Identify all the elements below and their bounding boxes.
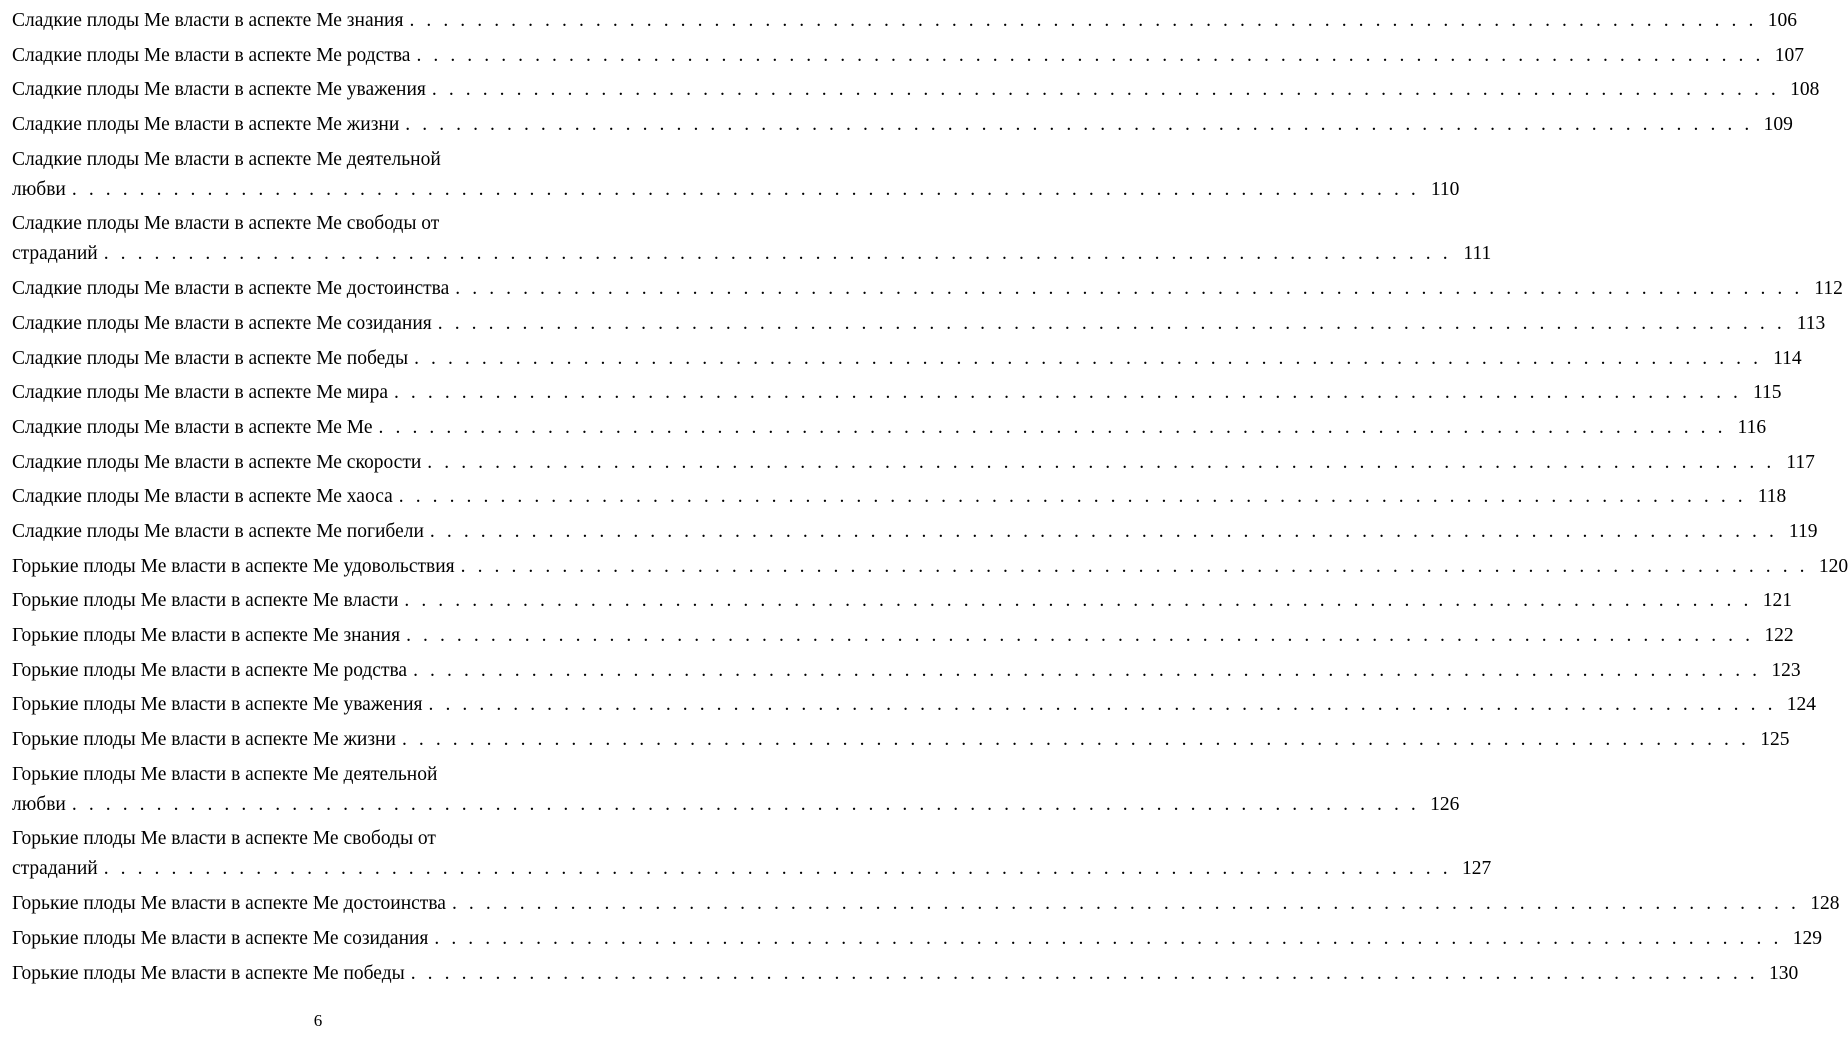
toc-entry-row	[12, 621, 1794, 651]
toc-entry	[12, 6, 1797, 36]
toc-entry-page-number: 117	[1786, 451, 1815, 473]
toc-entry-row	[12, 274, 1843, 304]
toc-entry-page-number: 107	[1774, 44, 1804, 66]
dot-leader: . . . . . . . . . . . . . . . . . . . . . . . . . . . . . . . . . . . . . . . . . . . . . . . . . . . . . . . . . . . . . . . . . . . . . . . . . . . . . . . .	[378, 416, 1727, 438]
toc-entry	[12, 413, 1767, 443]
dot-leader: . . . . . . . . . . . . . . . . . . . . . . . . . . . . . . . . . . . . . . . . . . . . . . . . . . . . . . . . . . . . . . . . . . . . . . . . . . . . . . . .	[405, 114, 1753, 136]
toc-entry-row	[12, 6, 1797, 36]
toc-entry-title: Сладкие плоды Ме власти в аспекте Ме мира	[12, 382, 388, 404]
toc-entry-title: Горькие плоды Ме власти в аспекте Ме жизни	[12, 729, 396, 751]
toc-entry-page-number: 118	[1757, 486, 1787, 508]
toc-entry	[12, 656, 1801, 686]
toc-entry-row	[12, 110, 1793, 140]
toc-entry-title-line: Сладкие плоды Ме власти в аспекте Ме свободы от	[12, 213, 440, 235]
toc-entry-page-number: 113	[1796, 312, 1826, 334]
toc-entry	[12, 621, 1794, 651]
toc-entry-page-number: 126	[1430, 793, 1460, 815]
toc-entry-title: Горькие плоды Ме власти в аспекте Ме победы	[12, 962, 405, 984]
toc-entry-row	[12, 344, 1802, 374]
toc-entry-row	[12, 75, 1820, 105]
dot-leader: . . . . . . . . . . . . . . . . . . . . . . . . . . . . . . . . . . . . . . . . . . . . . . . . . . . . . . . . . . . . . . . . . . . . . . . . . . . . . . . .	[431, 79, 1780, 101]
toc-entry-title: Сладкие плоды Ме власти в аспекте Ме достоинства	[12, 278, 450, 300]
dot-leader: . . . . . . . . . . . . . . . . . . . . . . . . . . . . . . . . . . . . . . . . . . . . . . . . . . . . . . . . . . . . . . . . . . . . . . . . . . . . . . . .	[416, 44, 1764, 66]
table-of-contents	[12, 6, 1848, 993]
toc-entry-title: Горькие плоды Ме власти в аспекте Ме созидания	[12, 927, 429, 949]
toc-entry-title: страданий	[12, 243, 98, 265]
dot-leader: . . . . . . . . . . . . . . . . . . . . . . . . . . . . . . . . . . . . . . . . . . . . . . . . . . . . . . . . . . . . . . . . . . . . . . . . . . . . . . . .	[427, 451, 1775, 473]
toc-entry	[12, 552, 1848, 582]
toc-entry-row	[12, 924, 1822, 954]
toc-entry-title: Сладкие плоды Ме власти в аспекте Ме погибели	[12, 520, 424, 542]
toc-entry	[12, 586, 1792, 616]
dot-leader: . . . . . . . . . . . . . . . . . . . . . . . . . . . . . . . . . . . . . . . . . . . . . . . . . . . . . . . . . . . . . . . . . . . . . . . . . . . . . . . .	[71, 178, 1420, 200]
toc-entry-page-number: 108	[1790, 79, 1820, 101]
toc-entry-page-number: 120	[1818, 555, 1848, 577]
toc-entry	[12, 824, 1492, 884]
dot-leader: . . . . . . . . . . . . . . . . . . . . . . . . . . . . . . . . . . . . . . . . . . . . . . . . . . . . . . . . . . . . . . . . . . . . . . . . . . . . . . . .	[404, 590, 1752, 612]
page-number: 6	[313, 1011, 323, 1030]
toc-entry-page-number: 127	[1461, 858, 1492, 880]
toc-entry-page-number: 121	[1762, 590, 1792, 612]
toc-entry-row	[12, 690, 1817, 720]
toc-entry-title: Сладкие плоды Ме власти в аспекте Ме Ме	[12, 416, 373, 438]
toc-entry	[12, 482, 1787, 512]
toc-entry-title: любви	[12, 793, 66, 815]
toc-entry-row	[12, 309, 1826, 339]
toc-entry-title: Сладкие плоды Ме власти в аспекте Ме жизни	[12, 114, 400, 136]
dot-leader: . . . . . . . . . . . . . . . . . . . . . . . . . . . . . . . . . . . . . . . . . . . . . . . . . . . . . . . . . . . . . . . . . . . . . . . . . . . . . . . .	[103, 858, 1452, 880]
toc-entry-page-number: 110	[1430, 178, 1460, 200]
toc-entry-title: Сладкие плоды Ме власти в аспекте Ме скорости	[12, 451, 422, 473]
toc-entry-row	[12, 482, 1787, 512]
toc-entry	[12, 924, 1822, 954]
toc-entry-row	[12, 517, 1818, 547]
toc-entry-row	[12, 448, 1815, 478]
toc-entry	[12, 309, 1826, 339]
toc-entry-row	[12, 552, 1848, 582]
dot-leader: . . . . . . . . . . . . . . . . . . . . . . . . . . . . . . . . . . . . . . . . . . . . . . . . . . . . . . . . . . . . . . . . . . . . . . . . . . . . . . . .	[437, 312, 1786, 334]
toc-entry-page-number: 122	[1764, 625, 1794, 646]
toc-entry-page-number: 109	[1763, 114, 1793, 136]
toc-entry-page-number: 115	[1752, 382, 1782, 404]
toc-entry	[12, 760, 1460, 820]
dot-leader: . . . . . . . . . . . . . . . . . . . . . . . . . . . . . . . . . . . . . . . . . . . . . . . . . . . . . . . . . . . . . . . . . . . . . . . . . . . . . . . .	[410, 962, 1759, 984]
toc-entry-page-number: 128	[1810, 893, 1840, 915]
toc-entry	[12, 517, 1818, 547]
toc-entry	[12, 344, 1802, 374]
dot-leader: . . . . . . . . . . . . . . . . . . . . . . . . . . . . . . . . . . . . . . . . . . . . . . . . . . . . . . . . . . . . . . . . . . . . . . . . . . . . . . . .	[71, 793, 1420, 815]
toc-entry-page-number: 125	[1760, 729, 1790, 751]
toc-entry	[12, 145, 1460, 205]
toc-entry-title: Сладкие плоды Ме власти в аспекте Ме созидания	[12, 312, 432, 334]
dot-leader: . . . . . . . . . . . . . . . . . . . . . . . . . . . . . . . . . . . . . . . . . . . . . . . . . . . . . . . . . . . . . . . . . . . . . . . . . . . . . . . .	[434, 927, 1782, 949]
dot-leader: . . . . . . . . . . . . . . . . . . . . . . . . . . . . . . . . . . . . . . . . . . . . . . . . . . . . . . . . . . . . . . . . . . . . . . . . . . . . . . . .	[398, 486, 1747, 508]
toc-entry	[12, 448, 1815, 478]
toc-entry-page-number: 116	[1737, 416, 1767, 438]
toc-entry-row	[12, 854, 1492, 884]
toc-entry-row	[12, 959, 1799, 989]
dot-leader: . . . . . . . . . . . . . . . . . . . . . . . . . . . . . . . . . . . . . . . . . . . . . . . . . . . . . . . . . . . . . . . . . . . . . . . . . . . . . . . .	[401, 729, 1750, 751]
toc-entry-title: Сладкие плоды Ме власти в аспекте Ме хаоса	[12, 486, 393, 508]
toc-entry-row	[12, 175, 1460, 205]
toc-entry-row	[12, 586, 1792, 616]
toc-entry-row	[12, 41, 1804, 71]
toc-entry-title: Горькие плоды Ме власти в аспекте Ме родства	[12, 659, 408, 681]
toc-entry	[12, 41, 1804, 71]
toc-entry-row	[12, 790, 1460, 820]
toc-entry	[12, 959, 1799, 989]
toc-entry-title-line: Горькие плоды Ме власти в аспекте Ме свободы от	[12, 828, 436, 850]
toc-entry-page-number: 111	[1463, 243, 1492, 265]
toc-entry	[12, 725, 1790, 755]
toc-entry-page-number: 129	[1792, 927, 1822, 949]
toc-entry-title-line: Сладкие плоды Ме власти в аспекте Ме деятельной	[12, 148, 441, 170]
toc-entry-title: Сладкие плоды Ме власти в аспекте Ме родства	[12, 44, 411, 66]
toc-entry-title-line: Горькие плоды Ме власти в аспекте Ме деятельной	[12, 763, 438, 785]
dot-leader: . . . . . . . . . . . . . . . . . . . . . . . . . . . . . . . . . . . . . . . . . . . . . . . . . . . . . . . . . . . . . . . . . . . . . . . . . . . . . . . .	[414, 347, 1762, 369]
toc-entry-title: Горькие плоды Ме власти в аспекте Ме знания	[12, 625, 401, 646]
toc-entry-page-number: 123	[1771, 659, 1801, 681]
toc-entry	[12, 274, 1843, 304]
toc-entry-title: Сладкие плоды Ме власти в аспекте Ме знания	[12, 10, 404, 31]
toc-entry-title: Горькие плоды Ме власти в аспекте Ме достоинства	[12, 893, 446, 915]
toc-entry-title: Горькие плоды Ме власти в аспекте Ме удовольствия	[12, 555, 455, 577]
dot-leader: . . . . . . . . . . . . . . . . . . . . . . . . . . . . . . . . . . . . . . . . . . . . . . . . . . . . . . . . . . . . . . . . . . . . . . . . . . . . . . . .	[393, 382, 1742, 404]
toc-entry	[12, 110, 1793, 140]
toc-entry-page-number: 106	[1767, 10, 1797, 31]
toc-entry-page-number: 114	[1773, 347, 1802, 369]
toc-entry	[12, 690, 1817, 720]
dot-leader: . . . . . . . . . . . . . . . . . . . . . . . . . . . . . . . . . . . . . . . . . . . . . . . . . . . . . . . . . . . . . . . . . . . . . . . . . . . . . . . .	[409, 10, 1757, 31]
toc-entry	[12, 378, 1782, 408]
dot-leader: . . . . . . . . . . . . . . . . . . . . . . . . . . . . . . . . . . . . . . . . . . . . . . . . . . . . . . . . . . . . . . . . . . . . . . . . . . . . . . . .	[406, 625, 1754, 646]
toc-entry-row	[12, 656, 1801, 686]
toc-entry-page-number: 124	[1786, 694, 1817, 716]
dot-leader: . . . . . . . . . . . . . . . . . . . . . . . . . . . . . . . . . . . . . . . . . . . . . . . . . . . . . . . . . . . . . . . . . . . . . . . . . . . . . . . .	[451, 893, 1800, 915]
toc-entry-page-number: 130	[1769, 962, 1799, 984]
toc-entry-row	[12, 725, 1790, 755]
toc-entry-title: Сладкие плоды Ме власти в аспекте Ме победы	[12, 347, 409, 369]
toc-entry-page-number: 112	[1814, 278, 1843, 300]
toc-entry-row	[12, 413, 1767, 443]
toc-entry-row	[12, 378, 1782, 408]
toc-entry-title: Сладкие плоды Ме власти в аспекте Ме уважения	[12, 79, 426, 101]
dot-leader: . . . . . . . . . . . . . . . . . . . . . . . . . . . . . . . . . . . . . . . . . . . . . . . . . . . . . . . . . . . . . . . . . . . . . . . . . . . . . . . .	[413, 659, 1761, 681]
toc-entry	[12, 209, 1492, 269]
toc-entry-title: страданий	[12, 858, 98, 880]
toc-entry-title: Горькие плоды Ме власти в аспекте Ме уважения	[12, 694, 423, 716]
dot-leader: . . . . . . . . . . . . . . . . . . . . . . . . . . . . . . . . . . . . . . . . . . . . . . . . . . . . . . . . . . . . . . . . . . . . . . . . . . . . . . . .	[428, 694, 1777, 716]
toc-entry-page-number: 119	[1788, 520, 1818, 542]
toc-entry-title: любви	[12, 178, 66, 200]
dot-leader: . . . . . . . . . . . . . . . . . . . . . . . . . . . . . . . . . . . . . . . . . . . . . . . . . . . . . . . . . . . . . . . . . . . . . . . . . . . . . . . .	[460, 555, 1809, 577]
toc-entry	[12, 75, 1820, 105]
toc-entry-row	[12, 889, 1840, 919]
dot-leader: . . . . . . . . . . . . . . . . . . . . . . . . . . . . . . . . . . . . . . . . . . . . . . . . . . . . . . . . . . . . . . . . . . . . . . . . . . . . . . . .	[455, 278, 1803, 300]
toc-entry	[12, 889, 1840, 919]
dot-leader: . . . . . . . . . . . . . . . . . . . . . . . . . . . . . . . . . . . . . . . . . . . . . . . . . . . . . . . . . . . . . . . . . . . . . . . . . . . . . . . .	[103, 243, 1452, 265]
dot-leader: . . . . . . . . . . . . . . . . . . . . . . . . . . . . . . . . . . . . . . . . . . . . . . . . . . . . . . . . . . . . . . . . . . . . . . . . . . . . . . . .	[429, 520, 1778, 542]
toc-entry-title: Горькие плоды Ме власти в аспекте Ме власти	[12, 590, 399, 612]
toc-entry-row	[12, 239, 1492, 269]
